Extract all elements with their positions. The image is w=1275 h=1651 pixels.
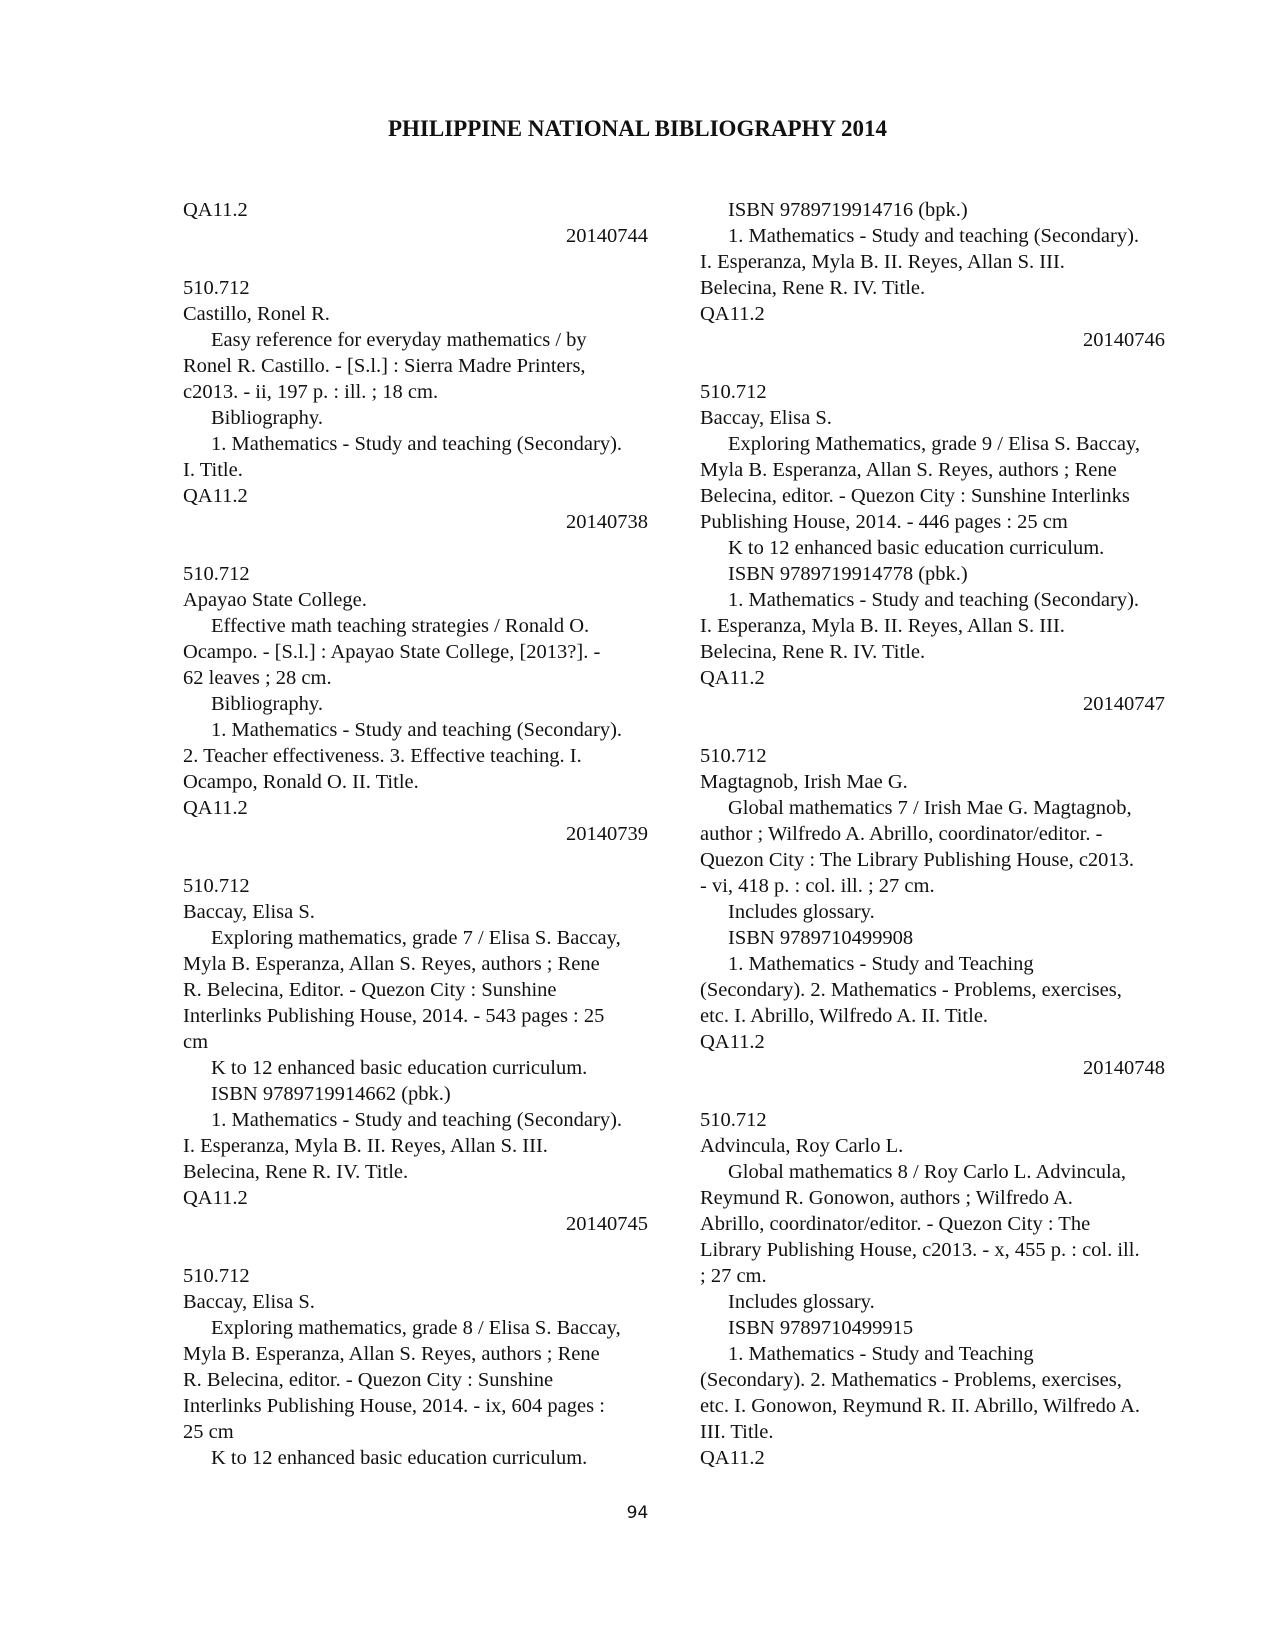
author-heading: Apayao State College. <box>183 589 367 611</box>
title-statement: Exploring mathematics, grade 8 / Elisa S. Baccay, <box>211 1317 621 1339</box>
isbn: ISBN 9789719914778 (pbk.) <box>728 563 968 585</box>
subject-tracing: 1. Mathematics - Study and Teaching <box>728 1343 1034 1365</box>
entry-text: Belecina, Rene R. IV. Title. <box>700 641 926 663</box>
entry-text: (Secondary). 2. Mathematics - Problems, exercises, <box>700 979 1122 1001</box>
isbn: ISBN 9789719914716 (bpk.) <box>728 199 968 221</box>
entry-text: c2013. - ii, 197 p. : ill. ; 18 cm. <box>183 381 439 403</box>
record-number: 20140739 <box>566 823 648 845</box>
isbn: ISBN 9789719914662 (pbk.) <box>211 1083 451 1105</box>
entry-text: cm <box>183 1031 209 1053</box>
title-statement: Exploring mathematics, grade 7 / Elisa S. Baccay, <box>211 927 621 949</box>
spacer <box>700 717 1175 743</box>
entry-text: 25 cm <box>183 1421 234 1443</box>
record-number: 20140747 <box>1083 693 1165 715</box>
entry-text: I. Title. <box>183 459 243 481</box>
spacer <box>183 535 658 561</box>
entry-text: Myla B. Esperanza, Allan S. Reyes, authors ; Rene <box>183 1343 600 1365</box>
note: Includes glossary. <box>728 901 875 923</box>
subject-tracing: 1. Mathematics - Study and Teaching <box>728 953 1034 975</box>
call-number: QA11.2 <box>700 1031 765 1053</box>
entry-text: Reymund R. Gonowon, authors ; Wilfredo A. <box>700 1187 1073 1209</box>
entry-text: Quezon City : The Library Publishing House, c2013. <box>700 849 1135 871</box>
note: K to 12 enhanced basic education curriculum. <box>211 1447 588 1469</box>
page-number: 94 <box>626 1503 649 1523</box>
entry-text: I. Esperanza, Myla B. II. Reyes, Allan S. III. <box>700 615 1065 637</box>
title-statement: Effective math teaching strategies / Ronald O. <box>211 615 590 637</box>
classification-number: 510.712 <box>183 277 250 299</box>
note: Includes glossary. <box>728 1291 875 1313</box>
subject-tracing: 1. Mathematics - Study and teaching (Secondary). <box>728 225 1140 247</box>
entry-text: I. Esperanza, Myla B. II. Reyes, Allan S. III. <box>700 251 1065 273</box>
note: K to 12 enhanced basic education curriculum. <box>728 537 1105 559</box>
entry-text: Interlinks Publishing House, 2014. - 543 pages : 25 <box>183 1005 605 1027</box>
author-heading: Baccay, Elisa S. <box>183 901 315 923</box>
classification-number: 510.712 <box>183 1265 250 1287</box>
entry-text: Ocampo. - [S.l.] : Apayao State College, [2013?]. - <box>183 641 601 663</box>
entry-text: Belecina, Rene R. IV. Title. <box>183 1161 409 1183</box>
note: K to 12 enhanced basic education curriculum. <box>211 1057 588 1079</box>
record-number: 20140748 <box>1083 1057 1165 1079</box>
spacer <box>183 1237 658 1263</box>
entry-text: Myla B. Esperanza, Allan S. Reyes, authors ; Rene <box>183 953 600 975</box>
call-number: QA11.2 <box>183 797 248 819</box>
record-number: 20140738 <box>566 511 648 533</box>
subject-tracing: 1. Mathematics - Study and teaching (Secondary). <box>728 589 1140 611</box>
author-heading: Baccay, Elisa S. <box>183 1291 315 1313</box>
entry-text: Publishing House, 2014. - 446 pages : 25 cm <box>700 511 1068 533</box>
entry-text: Abrillo, coordinator/editor. - Quezon City : The <box>700 1213 1091 1235</box>
right-column <box>700 197 1175 1471</box>
record-number: 20140746 <box>1083 329 1165 351</box>
spacer <box>183 249 658 275</box>
note: Bibliography. <box>211 407 323 429</box>
entry-text: Belecina, Rene R. IV. Title. <box>700 277 926 299</box>
spacer <box>700 353 1175 379</box>
classification-number: 510.712 <box>183 875 250 897</box>
title-statement: Exploring Mathematics, grade 9 / Elisa S. Baccay, <box>728 433 1140 455</box>
entry-text: 2. Teacher effectiveness. 3. Effective teaching. I. <box>183 745 582 767</box>
title-statement: Global mathematics 8 / Roy Carlo L. Advincula, <box>728 1161 1126 1183</box>
record-number: 20140745 <box>566 1213 648 1235</box>
entry-text: Ocampo, Ronald O. II. Title. <box>183 771 419 793</box>
spacer <box>700 1081 1175 1107</box>
entry-text: (Secondary). 2. Mathematics - Problems, exercises, <box>700 1369 1122 1391</box>
entry-text: Myla B. Esperanza, Allan S. Reyes, authors ; Rene <box>700 459 1117 481</box>
entry-text: - vi, 418 p. : col. ill. ; 27 cm. <box>700 875 935 897</box>
isbn: ISBN 9789710499908 <box>728 927 914 949</box>
author-heading: Magtagnob, Irish Mae G. <box>700 771 908 793</box>
title-statement: Easy reference for everyday mathematics / by <box>211 329 587 351</box>
isbn: ISBN 9789710499915 <box>728 1317 914 1339</box>
author-heading: Advincula, Roy Carlo L. <box>700 1135 904 1157</box>
entry-text: author ; Wilfredo A. Abrillo, coordinator/editor. - <box>700 823 1103 845</box>
entry-text: Ronel R. Castillo. - [S.l.] : Sierra Madre Printers, <box>183 355 586 377</box>
classification-number: 510.712 <box>700 1109 767 1131</box>
call-number: QA11.2 <box>183 485 248 507</box>
entry-text: R. Belecina, editor. - Quezon City : Sunshine <box>183 1369 554 1391</box>
entry-text: Interlinks Publishing House, 2014. - ix, 604 pages : <box>183 1395 605 1417</box>
title-statement: Global mathematics 7 / Irish Mae G. Magtagnob, <box>728 797 1132 819</box>
subject-tracing: 1. Mathematics - Study and teaching (Secondary). <box>211 719 623 741</box>
classification-number: 510.712 <box>700 381 767 403</box>
entry-text: etc. I. Abrillo, Wilfredo A. II. Title. <box>700 1005 989 1027</box>
left-column <box>183 197 658 1471</box>
call-number: QA11.2 <box>700 1447 765 1469</box>
page-title: PHILIPPINE NATIONAL BIBLIOGRAPHY 2014 <box>387 116 888 141</box>
subject-tracing: 1. Mathematics - Study and teaching (Secondary). <box>211 433 623 455</box>
call-number: QA11.2 <box>700 303 765 325</box>
classification-number: 510.712 <box>183 563 250 585</box>
author-heading: Baccay, Elisa S. <box>700 407 832 429</box>
subject-tracing: 1. Mathematics - Study and teaching (Secondary). <box>211 1109 623 1131</box>
entry-text: 62 leaves ; 28 cm. <box>183 667 332 689</box>
call-number: QA11.2 <box>183 1187 248 1209</box>
entry-text: I. Esperanza, Myla B. II. Reyes, Allan S. III. <box>183 1135 548 1157</box>
record-number: 20140744 <box>566 225 648 247</box>
entry-text: etc. I. Gonowon, Reymund R. II. Abrillo, Wilfredo A. <box>700 1395 1141 1417</box>
call-number: QA11.2 <box>183 199 248 221</box>
entry-text: ; 27 cm. <box>700 1265 767 1287</box>
spacer <box>183 847 658 873</box>
note: Bibliography. <box>211 693 323 715</box>
entry-text: III. Title. <box>700 1421 774 1443</box>
entry-text: R. Belecina, Editor. - Quezon City : Sunshine <box>183 979 557 1001</box>
entry-text: Library Publishing House, c2013. - x, 455 p. : col. ill. <box>700 1239 1140 1261</box>
classification-number: 510.712 <box>700 745 767 767</box>
call-number: QA11.2 <box>700 667 765 689</box>
entry-text: Belecina, editor. - Quezon City : Sunshine Interlinks <box>700 485 1130 507</box>
author-heading: Castillo, Ronel R. <box>183 303 330 325</box>
